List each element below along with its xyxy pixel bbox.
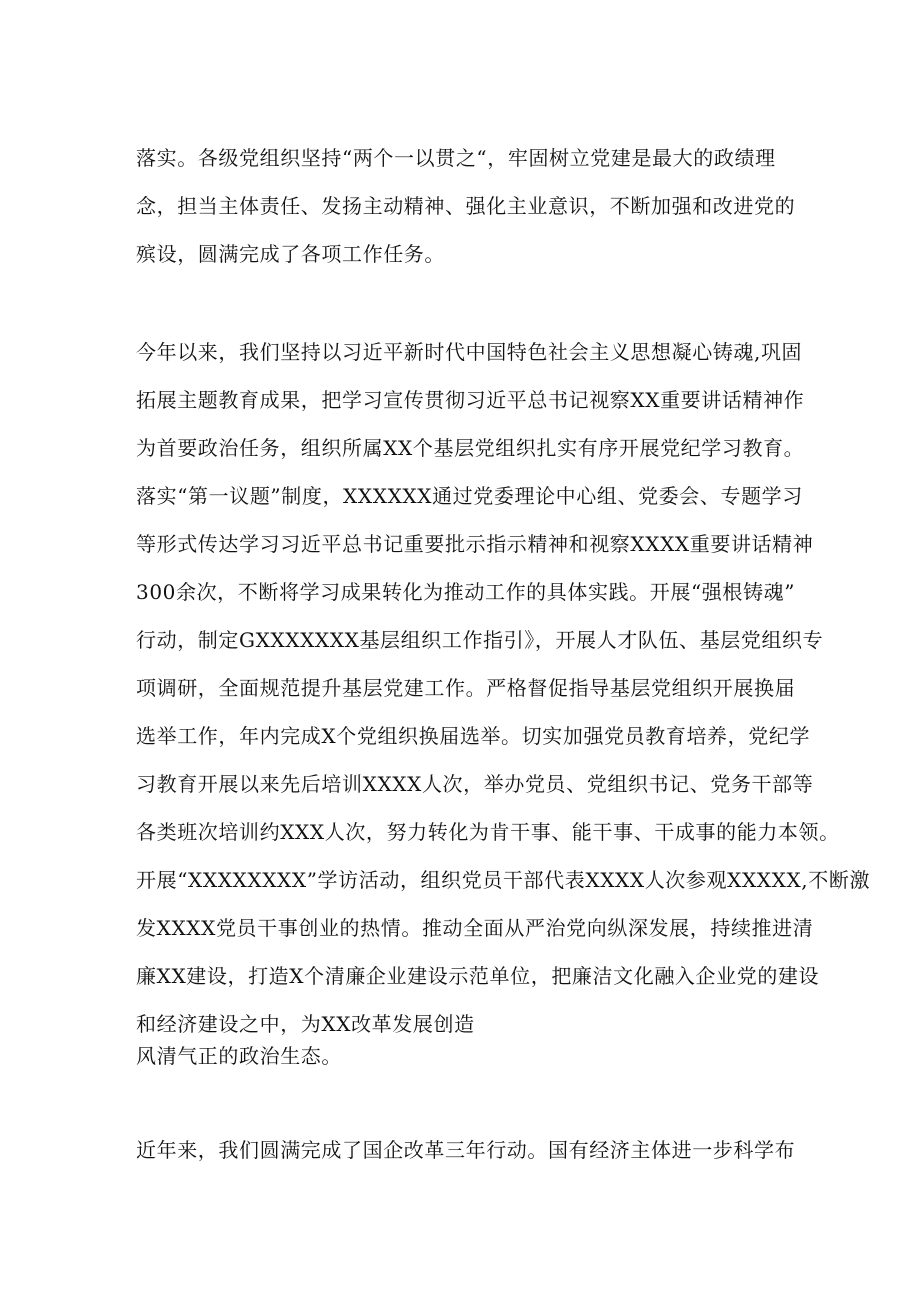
- paragraph-2-line-9: 选举工作，年内完成X个党组织换届选举。切实加强党员教育培养，党纪学: [136, 724, 811, 748]
- paragraph-1-line-3: 殡设，圆满完成了各项工作任务。: [136, 242, 445, 266]
- paragraph-2-line-8: 项调研，全面规范提升基层党建工作。严格督促指导基层党组织开展换届: [136, 676, 796, 700]
- paragraph-2-line-3: 为首要政治任务，组织所属XX个基层党组织扎实有序开展党纪学习教育。: [136, 436, 805, 460]
- paragraph-1-line-2: 念，担当主体责任、发扬主动精神、强化主业意识，不断加强和改进党的: [136, 194, 796, 218]
- paragraph-2-line-16: 风清气正的政治生态。: [136, 1044, 342, 1068]
- paragraph-2-line-1: 今年以来，我们坚持以习近平新时代中国特色社会主义思想凝心铸魂,巩固: [136, 340, 803, 364]
- paragraph-2-line-12: 开展“XXXXXXXX”学访活动，组织党员干部代表XXXX人次参观XXXXX,不断激: [136, 868, 871, 892]
- paragraph-3-line-1: 近年来，我们圆满完成了国企改革三年行动。国有经济主体进一步科学布: [136, 1138, 796, 1162]
- paragraph-2-line-10: 习教育开展以来先后培训XXXX人次，举办党员、党组织书记、党务干部等: [136, 772, 814, 796]
- paragraph-2-line-7: 行动，制定GXXXXXXX基层组织工作指引》，开展人才队伍、基层党组织专: [136, 628, 824, 652]
- paragraph-1-line-1: 落实。各级党组织坚持“两个一以贯之“，牢固树立党建是最大的政绩理: [136, 146, 776, 170]
- paragraph-2-line-11: 各类班次培训约XXX人次，努力转化为肯干事、能干事、干成事的能力本领。: [136, 820, 840, 844]
- paragraph-2-line-14: 廉XX建设，打造X个清廉企业建设示范单位，把廉洁文化融入企业党的建设: [136, 964, 820, 988]
- paragraph-2-line-13: 发XXXX党员干事创业的热情。推动全面从严治党向纵深发展，持续推进清: [136, 916, 814, 940]
- paragraph-2-line-4: 落实“第一议题”制度，XXXXXX通过党委理论中心组、党委会、专题学习: [136, 484, 803, 508]
- paragraph-2-line-6: 300余次，不断将学习成果转化为推动工作的具体实践。开展“强根铸魂”: [136, 580, 796, 604]
- paragraph-2-line-5: 等形式传达学习习近平总书记重要批示指示精神和视察XXXX重要讲话精神: [136, 532, 814, 556]
- paragraph-2-line-15: 和经济建设之中，为XX改革发展创造: [136, 1012, 475, 1036]
- paragraph-2-line-2: 拓展主题教育成果，把学习宣传贯彻习近平总书记视察XX重要讲话精神作: [136, 388, 805, 412]
